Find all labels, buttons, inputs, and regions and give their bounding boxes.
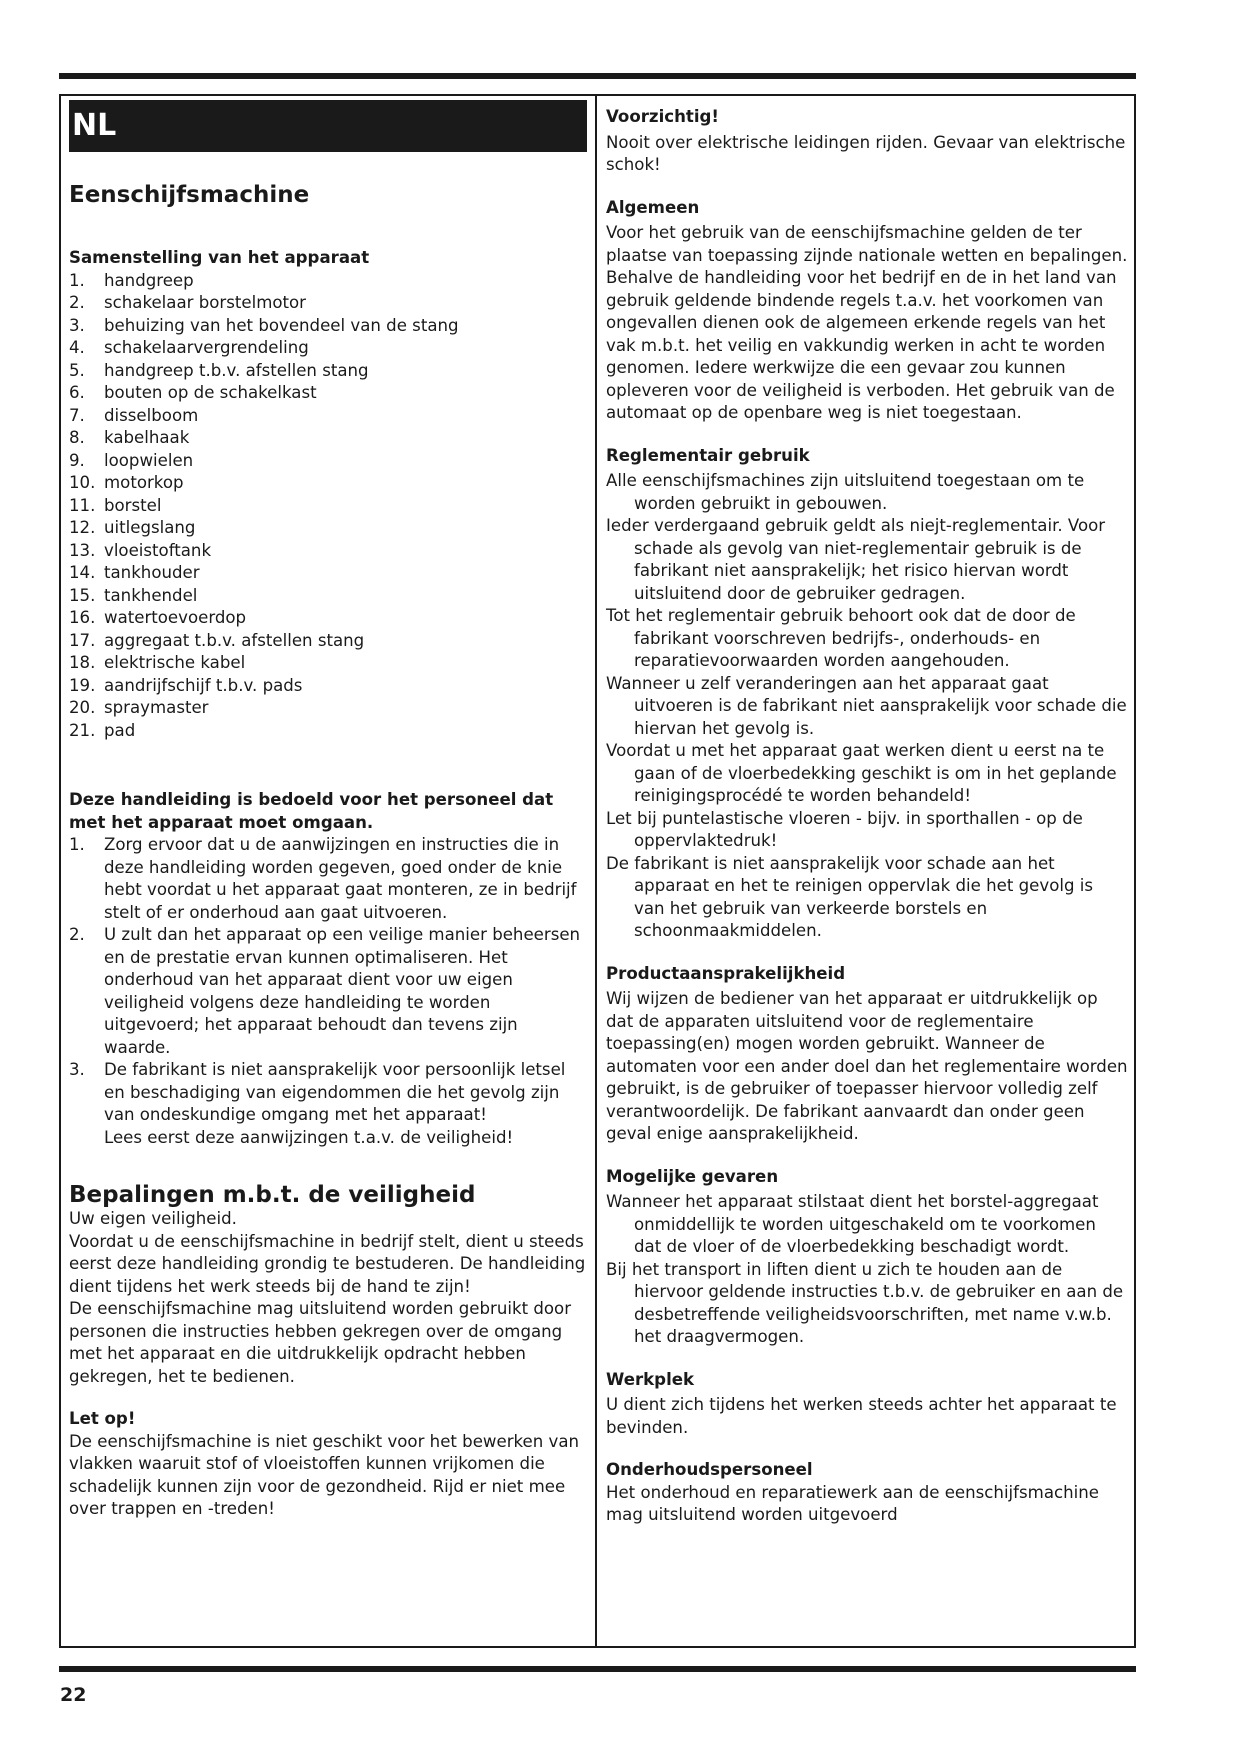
component-item-number: 20. [69, 698, 96, 717]
component-item-number: 19. [69, 675, 96, 695]
component-item-number: 16. [69, 608, 96, 627]
component-item-text: schakelaar borstelmotor [104, 293, 307, 312]
component-item-number: 12. [69, 518, 96, 537]
components-list [69, 270, 587, 743]
component-item-number: 3. [69, 315, 85, 335]
components-heading: Samenstelling van het apparaat [69, 248, 370, 267]
workplace-heading: Werkplek [606, 1369, 695, 1389]
component-item [69, 562, 587, 585]
general-text-1: Voor het gebruik van de eenschijfsmachine gelden de ter plaatse van toepassing zijnde nationale wetten en bepalingen. [606, 223, 1128, 265]
regulatory-list [606, 470, 1128, 943]
component-item-text: disselboom [104, 405, 199, 425]
component-item-number: 1. [69, 270, 85, 290]
component-item [69, 652, 587, 675]
component-item-text: elektrische kabel [104, 653, 246, 672]
safety-title: Bepalingen m.b.t. de veiligheid [69, 1182, 476, 1208]
component-item-text: tankhendel [104, 585, 198, 605]
regulatory-item: Alle eenschijfsmachines zijn uitsluitend toegestaan om te worden gebruikt in gebouwen. [606, 471, 1085, 513]
attention-text: De eenschijfsmachine is niet geschikt voor het bewerken van vlakken waaruit stof of vloeistoffen kunnen vrijkomen die schadelijk kunnen zijn voor de gezondheid. Rijd er niet mee over trappen en -treden! [69, 1431, 580, 1518]
component-item-number: 9. [69, 450, 85, 470]
regulatory-item: Voordat u met het apparaat gaat werken dient u eerst na te gaan of de vloerbedekking geschikt is om in het geplande reinigingsprocédé te worden behandeld! [606, 741, 1117, 805]
component-item-number: 8. [69, 428, 85, 447]
component-item [69, 292, 587, 315]
safety-text-3: De eenschijfsmachine mag uitsluitend worden gebruikt door personen die instructies hebben gekregen over de omgang met het apparaat en die uitdrukkelijk opdracht hebben gekregen, het te bedienen. [69, 1299, 572, 1386]
regulatory-item: Tot het reglementair gebruik behoort ook dat de door de fabrikant voorschreven bedrijfs-, onderhouds- en reparatievoorwaarden worden aangehouden. [606, 606, 1076, 670]
component-item-number: 2. [69, 293, 85, 312]
regulatory-heading: Reglementair gebruik [606, 445, 810, 465]
hazard-item: Wanneer het apparaat stilstaat dient het borstel-aggregaat onmiddellijk te worden uitgeschakeld om te voorkomen dat de vloer of de vloerbedekking beschadigt wordt. [606, 1192, 1099, 1256]
component-item [69, 315, 587, 338]
component-item-number: 5. [69, 360, 85, 380]
component-item-text: pad [104, 720, 136, 740]
liability-text: Wij wijzen de bediener van het apparaat er uitdrukkelijk op dat de apparaten uitsluitend voor de reglementaire toepassing(en) mogen worden gebruikt. Wanneer de automaten voor een ander doel dan het reglementaire worden gebruikt, is de gebruiker of toepasser hiervoor volledig zelf verantwoordelijk. De fabrikant aanvaardt dan onder geen geval enige aansprakelijkheid. [606, 989, 1128, 1143]
component-item [69, 720, 587, 743]
component-item [69, 630, 587, 653]
component-item-text: aggregaat t.b.v. afstellen stang [104, 630, 365, 650]
manual-item-text: De fabrikant is niet aansprakelijk voor persoonlijk letsel en beschadiging van eigendommen die het gevolg zijn van ondeskundige omgang met het apparaat! [104, 1060, 566, 1124]
component-item [69, 697, 587, 720]
manual-note: Lees eerst deze aanwijzingen t.a.v. de veiligheid! [104, 1127, 514, 1147]
component-item [69, 270, 587, 293]
component-item-text: borstel [104, 495, 162, 515]
regulatory-item: Let bij puntelastische vloeren - bijv. in sporthallen - op de oppervlaktedruk! [606, 808, 1083, 850]
right-column [606, 106, 1128, 1527]
manual-item [69, 924, 587, 1059]
component-item-number: 14. [69, 563, 96, 582]
regulatory-item: Wanneer u zelf veranderingen aan het apparaat gaat uitvoeren is de fabrikant niet aansprakelijk voor schade die hiervan het gevolg is. [606, 673, 1127, 738]
manual-item [69, 1059, 587, 1127]
attention-heading: Let op! [69, 1409, 136, 1428]
component-item-text: aandrijfschijf t.b.v. pads [104, 675, 303, 695]
manual-heading: Deze handleiding is bedoeld voor het personeel dat met het apparaat moet omgaan. [69, 790, 554, 832]
page-number: 22 [60, 1684, 87, 1706]
component-item [69, 337, 587, 360]
component-item [69, 427, 587, 450]
maintenance-text: Het onderhoud en reparatiewerk aan de eenschijfsmachine mag uitsluitend worden uitgevoerd [606, 1482, 1099, 1524]
safety-text-2: Voordat u de eenschijfsmachine in bedrijf stelt, dient u steeds eerst deze handleiding grondig te bestuderen. De handleiding dient tijdens het werk steeds bij de hand te zijn! [69, 1231, 586, 1296]
column-divider [595, 94, 597, 1648]
manual-item-number: 1. [69, 835, 85, 854]
general-text-2: Behalve de handleiding voor het bedrijf en de in het land van gebruik geldende bindende regels t.a.v. het voorkomen van ongevallen dienen ook de algemeen erkende regels van het vak m.b.t. het veilig en vakkundig werken in acht te worden genomen. Iedere werkwijze die een gevaar zou kunnen opleveren voor de veiligheid is verboden. Het gebruik van de automaat op de openbare weg is niet toegestaan. [606, 268, 1117, 422]
component-item [69, 360, 587, 383]
component-item-text: handgreep t.b.v. afstellen stang [104, 360, 369, 380]
document-title: Eenschijfsmachine [69, 182, 310, 208]
language-tag: NL [69, 100, 587, 152]
component-item-text: handgreep [104, 270, 194, 290]
component-item-text: watertoevoerdop [104, 608, 247, 627]
maintenance-heading: Onderhoudspersoneel [606, 1460, 813, 1479]
caution-heading: Voorzichtig! [606, 107, 719, 126]
component-item [69, 450, 587, 473]
component-item-text: tankhouder [104, 563, 200, 582]
component-item [69, 540, 587, 563]
general-heading: Algemeen [606, 197, 700, 217]
component-item [69, 675, 587, 698]
component-item-text: vloeistoftank [104, 540, 212, 560]
manual-list [69, 834, 587, 1127]
component-item [69, 405, 587, 428]
component-item-text: kabelhaak [104, 428, 190, 447]
component-item-number: 7. [69, 405, 85, 425]
component-item [69, 607, 587, 630]
component-item-number: 21. [69, 720, 96, 740]
component-item [69, 585, 587, 608]
component-item-number: 15. [69, 585, 96, 605]
component-item [69, 382, 587, 405]
component-item [69, 472, 587, 495]
component-item-number: 13. [69, 540, 96, 560]
component-item-number: 17. [69, 630, 96, 650]
component-item [69, 517, 587, 540]
component-item-number: 4. [69, 338, 85, 357]
safety-text-1: Uw eigen veiligheid. [69, 1209, 237, 1228]
hazard-item: Bij het transport in liften dient u zich te houden aan de hiervoor geldende instructies t.b.v. de gebruiker en aan de desbetreffende veiligheidsvoorschriften, met name v.w.b. het draagvermogen. [606, 1259, 1124, 1346]
workplace-text: U dient zich tijdens het werken steeds achter het apparaat te bevinden. [606, 1395, 1117, 1437]
left-column [69, 100, 587, 1521]
component-item-number: 18. [69, 653, 96, 672]
manual-item-number: 3. [69, 1060, 85, 1079]
component-item-number: 6. [69, 383, 85, 402]
component-item-text: uitlegslang [104, 518, 196, 537]
liability-heading: Productaansprakelijkheid [606, 963, 846, 983]
manual-item-text: U zult dan het apparaat op een veilige manier beheersen en de prestatie ervan kunnen optimaliseren. Het onderhoud van het apparaat dient voor uw eigen veiligheid volgens deze handleiding te worden uitgevoerd; het apparaat behoudt dan tevens zijn waarde. [104, 925, 581, 1057]
regulatory-item: De fabrikant is niet aansprakelijk voor schade aan het apparaat en het te reinigen oppervlak die het gevolg is van het gebruik van verkeerde borstels en schoonmaakmiddelen. [606, 853, 1094, 940]
component-item-text: spraymaster [104, 698, 209, 717]
caution-text: Nooit over elektrische leidingen rijden. Gevaar van elektrische schok! [606, 132, 1126, 174]
component-item-text: bouten op de schakelkast [104, 383, 317, 402]
component-item-number: 10. [69, 473, 96, 492]
component-item-text: motorkop [104, 473, 184, 492]
hazards-heading: Mogelijke gevaren [606, 1166, 779, 1186]
manual-item [69, 834, 587, 924]
bottom-rule [59, 1666, 1136, 1672]
component-item-text: behuizing van het bovendeel van de stang [104, 315, 459, 335]
manual-item-text: Zorg ervoor dat u de aanwijzingen en instructies die in deze handleiding worden gegeven, goed onder de knie hebt voordat u het apparaat gaat monteren, ze in bedrijf stelt of er onderhoud aan gaat uitvoeren. [104, 835, 577, 922]
regulatory-item: Ieder verdergaand gebruik geldt als niejt-reglementair. Voor schade als gevolg van niet-reglementair gebruik is de fabrikant niet aansprakelijk; het risico hiervan wordt uitsluitend door de gebruiker gedragen. [606, 516, 1106, 603]
manual-item-number: 2. [69, 925, 85, 944]
top-rule [59, 73, 1136, 79]
component-item-text: schakelaarvergrendeling [104, 338, 309, 357]
hazards-list [606, 1191, 1128, 1349]
component-item-text: loopwielen [104, 450, 194, 470]
component-item [69, 495, 587, 518]
component-item-number: 11. [69, 495, 96, 515]
